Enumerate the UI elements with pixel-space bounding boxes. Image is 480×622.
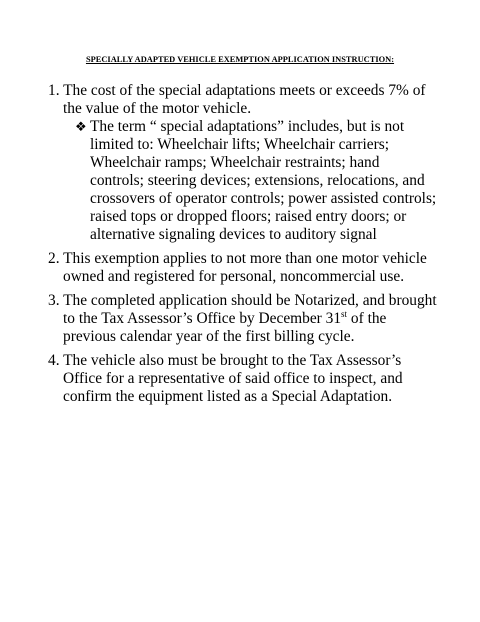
- item-3-line-3: previous calendar year of the first billing cycle.: [63, 328, 355, 345]
- bullet-line: crossovers of operator controls; power assisted controls;: [90, 190, 437, 207]
- instruction-item-2: [48, 250, 428, 286]
- item-1-line-2: the value of the motor vehicle.: [63, 100, 252, 117]
- bullet-line: alternative signaling devices to auditory signal: [90, 226, 377, 243]
- diamond-bullet-icon: ❖: [75, 119, 87, 134]
- bullet-line: Wheelchair ramps; Wheelchair restraints; hand: [90, 154, 380, 171]
- item-2-line-2: owned and registered for personal, noncommercial use.: [63, 268, 405, 285]
- item-3-line-2-text: to the Tax Assessor’s Office by December 31: [63, 310, 342, 327]
- item-4-line-3: confirm the equipment listed as a Special Adaptation.: [63, 388, 393, 405]
- bullet-line: The term “ special adaptations” includes, but is not: [90, 118, 405, 135]
- bullet-line: limited to: Wheelchair lifts; Wheelchair carriers;: [90, 136, 389, 153]
- special-adaptations-bullet: [75, 118, 435, 244]
- item-2-line-1: 2. This exemption applies to not more than one motor vehicle: [48, 250, 427, 267]
- ordinal-suffix: st: [341, 309, 348, 319]
- instruction-item-1: [48, 82, 428, 118]
- bullet-line: controls; steering devices; extensions, relocations, and: [90, 172, 425, 189]
- item-3-line-1: 3. The completed application should be Notarized, and brought: [48, 292, 437, 309]
- instruction-item-4: [48, 352, 428, 406]
- item-3-line-2: [48, 310, 428, 328]
- bullet-line: raised tops or dropped floors; raised entry doors; or: [90, 208, 407, 225]
- item-3-line-2-tail: of the: [347, 310, 387, 327]
- document-heading: SPECIALLY ADAPTED VEHICLE EXEMPTION APPLICATION INSTRUCTION:: [85, 55, 395, 64]
- instruction-item-3: [48, 292, 437, 346]
- item-1-line-1: 1. The cost of the special adaptations meets or exceeds 7% of: [48, 82, 426, 99]
- item-4-line-1: 4. The vehicle also must be brought to the Tax Assessor’s: [48, 352, 402, 369]
- item-4-line-2: Office for a representative of said office to inspect, and: [63, 370, 403, 387]
